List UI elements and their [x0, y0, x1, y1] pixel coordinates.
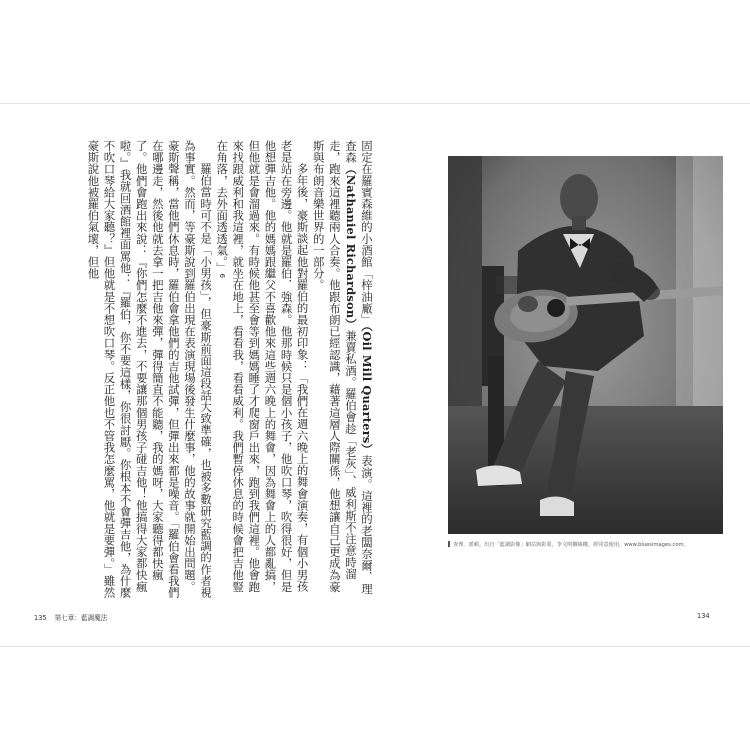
photo-illustration — [448, 156, 723, 534]
text-span: 固定在羅賓森維的小酒館「梓油廠」 — [360, 140, 374, 326]
paragraph-2 — [214, 140, 311, 600]
text-span: 表演。這裡的老闆奈爾．理查森 — [343, 140, 374, 595]
left-folio — [34, 612, 107, 622]
caption-text: 查理．派頓。出自「藍調影像」網站與影業，李文明聯絡權，經同意使用，www.bluesimages.com。 — [453, 542, 689, 548]
body-text — [28, 140, 375, 600]
paragraph-3: 羅伯當時可不是「小男孩」，但豪斯前面這段話大致準確，也被多數研究藍調的作者視為事實。然而，等豪斯說到羅伯出現在表演現場後發生什麼事，他的故事就開始出問題。豪斯聲稱，當他們休息時，羅伯會拿他們的吉他試彈，但彈出來都是噪音。「羅伯會看我們在哪邊走，然後他就去拿一把吉他來彈，彈得簡直不能聽，我的媽呀，大家聽得都快瘋了。他們會跑出來說：『你們怎麼不進去，不要讓那個男孩子碰吉他！他搞得大家都快瘋啦。』我就回酒館裡面罵他：『羅伯，你不要這樣，你很討厭。你根本不會彈吉他，為什麼不吹口琴給大家聽？』但他就是不想吹口琴。反正他也不管我怎麼罵，他就是要彈。」雖然豪斯說他被羅伯氣壞，但他 — [86, 140, 214, 599]
right-page-number: 134 — [697, 612, 710, 620]
portrait-photo — [448, 156, 723, 534]
latin-term: （Nathaniel Richardson） — [343, 163, 358, 330]
left-page-number: 135 — [34, 614, 47, 622]
caption-marker — [448, 541, 450, 547]
photo-caption — [448, 541, 728, 548]
bottom-edge-line — [0, 646, 750, 647]
running-head: 第七章：藍調魔法 — [54, 614, 108, 622]
top-edge-line — [0, 103, 750, 104]
text-span: 兼賣私酒。羅伯會趁「老灰」、威利斯不注意時溜走，跑來這裡聽兩人合奏。他跟布朗已經認識，藉著這層人際關係，他想讓自己更成為豪斯與布朗音樂世界的一部分。 — [311, 140, 358, 593]
paragraph-1 — [311, 140, 375, 600]
footnote-marker: 6 — [218, 273, 227, 279]
latin-term: （Oil Mill Quarters） — [360, 325, 374, 456]
text-span: 多年後，豪斯談起他對羅伯的最初印象：「我們在週六晚上的舞會演奏，有個小男孩老是站在旁邊。他就是羅伯．強森。他那時候只是個小孩子，他吹口琴，吹得很好，但是他想彈吉他。他的媽媽跟繼父不喜歡他來這些週六晚上的舞會，因為舞會上的人都亂搞，但他就是會溜過來。有時候他甚至會等到媽媽睡了才爬窗戶出來，跑到我們這裡。他會跑來找跟威利和我這裡，就坐在地上，看看我，看看威利。我們暫停休息的時候會把吉他豎在角落，去外面透透氣。」 — [215, 140, 310, 593]
